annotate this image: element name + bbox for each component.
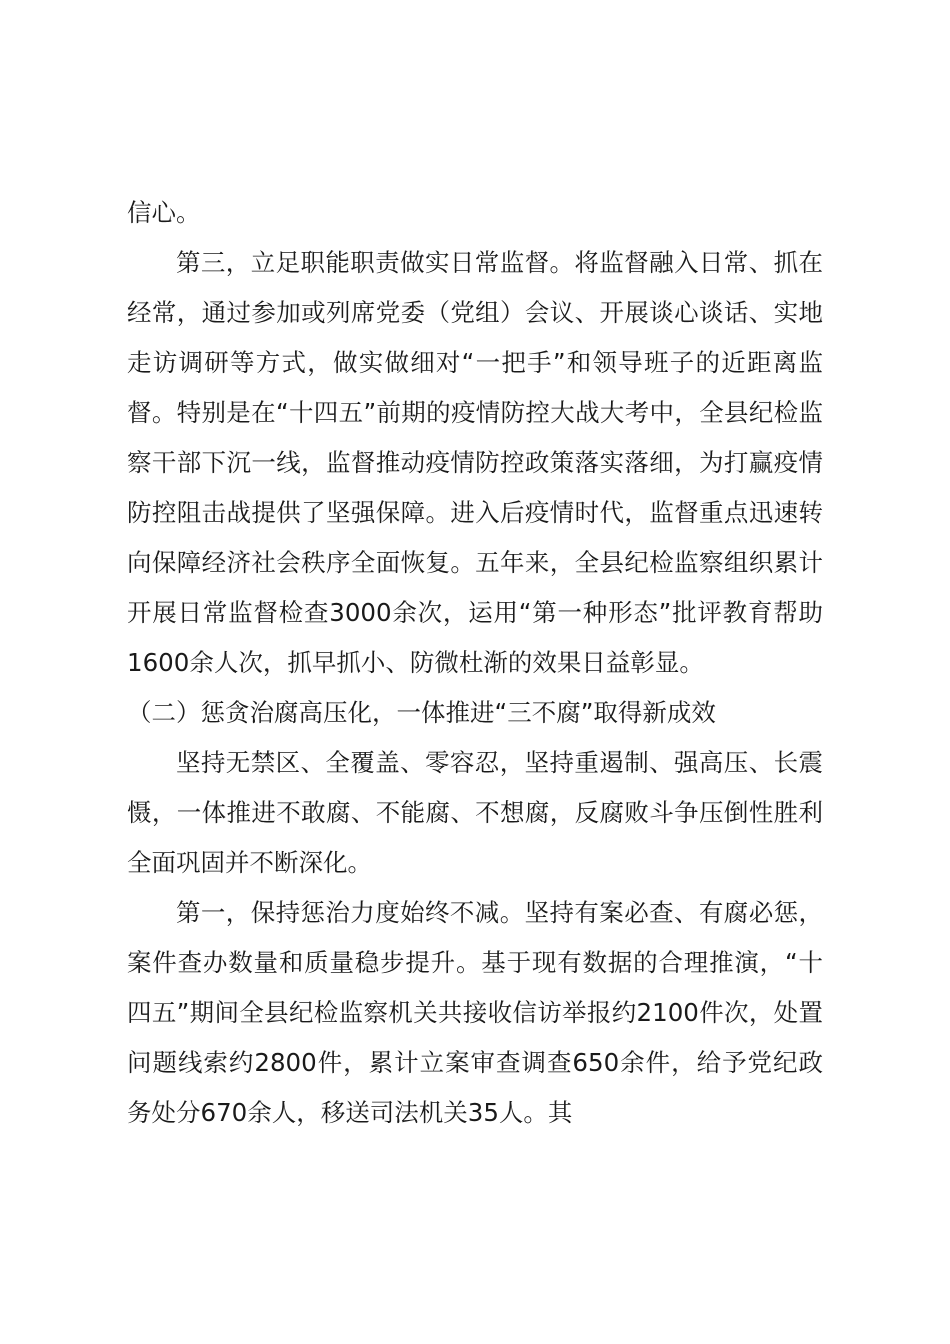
paragraph-third-daily-supervision: 第三，立足职能职责做实日常监督。将监督融入日常、抓在经常，通过参加或列席党委（党组）会议、开展谈心谈话、实地走访调研等方式，做实做细对“一把手”和领导班子的近距离监督。特别是在“十四五”前期的疫情防控大战大考中，全县纪检监察干部下沉一线，监督推动疫情防控政策落实落细，为打赢疫情防控阻击战提供了坚强保障。进入后疫情时代，监督重点迅速转向保障经济社会秩序全面恢复。五年来，全县纪检监察组织累计开展日常监督检查3000余次，运用“第一种形态”批评教育帮助1600余人次，抓早抓小、防微杜渐的效果日益彰显。 [127,248,823,677]
paragraph-continuation: 信心。 [127,198,201,227]
document-body [127,188,823,1138]
paragraph-first-punishment: 第一，保持惩治力度始终不减。坚持有案必查、有腐必惩，案件查办数量和质量稳步提升。基于现有数据的合理推演，“十四五”期间全县纪检监察机关共接收信访举报约2100件次，处置问题线索约2800件，累计立案审查调查650余件，给予党纪政务处分670余人，移送司法机关35人。其 [127,898,823,1127]
paragraph-zero-tolerance: 坚持无禁区、全覆盖、零容忍，坚持重遏制、强高压、长震慑，一体推进不敢腐、不能腐、不想腐，反腐败斗争压倒性胜利全面巩固并不断深化。 [127,748,823,877]
section-heading-anti-corruption: （二）惩贪治腐高压化，一体推进“三不腐”取得新成效 [127,698,716,727]
